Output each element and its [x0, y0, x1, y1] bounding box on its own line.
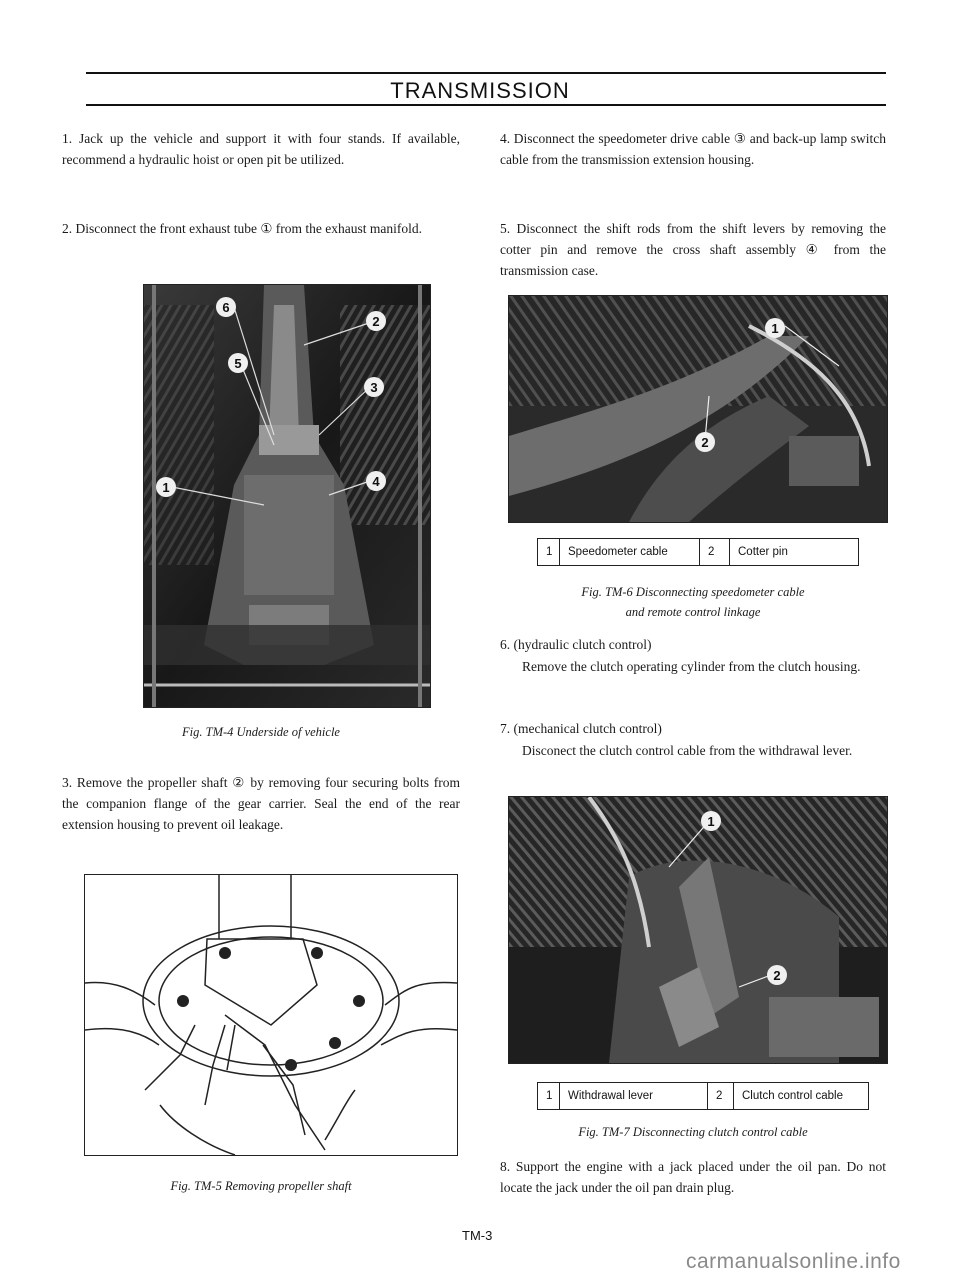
callout-2: 2 [773, 968, 781, 983]
legend-label: Cotter pin [738, 546, 788, 558]
figure-tm6-caption-line1: Fig. TM-6 Disconnecting speedometer cable [581, 585, 805, 599]
callout-1: 1 [162, 480, 170, 495]
callout-3: 3 [370, 380, 378, 395]
watermark: carmanualsonline.info [686, 1250, 901, 1273]
step-4-text: 4. Disconnect the speedometer drive cable ③ and back-up lamp switch cable from the transmission extension housing. [500, 131, 886, 167]
figure-tm7-caption: Fig. TM-7 Disconnecting clutch control cable [578, 1125, 808, 1139]
legend-num: 1 [538, 539, 560, 565]
callout-1: 1 [771, 321, 779, 336]
callout-5: 5 [234, 356, 242, 371]
figure-tm7-photo [508, 796, 888, 1064]
callout-4: 4 [372, 474, 380, 489]
figure-tm4-caption: Fig. TM-4 Underside of vehicle [182, 725, 340, 739]
callout-2: 2 [701, 435, 709, 450]
step-3-text: 3. Remove the propeller shaft ② by removing four securing bolts from the companion flange of the gear carrier. Seal the end of the rear extension housing to prevent oil leakage. [62, 775, 460, 832]
callout-6: 6 [222, 300, 230, 315]
legend-label: Speedometer cable [560, 539, 700, 565]
clutch-cable-illustration [509, 797, 887, 1063]
propeller-shaft-drawing [85, 875, 457, 1155]
step-2-text: 2. Disconnect the front exhaust tube ① from the exhaust manifold. [62, 221, 423, 236]
step-1-text: 1. Jack up the vehicle and support it with four stands. If available, recommend a hydraulic hoist or open pit be utilized. [62, 131, 460, 167]
figure-tm6-photo [508, 295, 888, 523]
step-7-title: 7. (mechanical clutch control) [500, 721, 662, 736]
page-number: TM-3 [462, 1228, 493, 1243]
step-6-title: 6. (hydraulic clutch control) [500, 637, 652, 652]
figure-tm4-photo [143, 284, 431, 708]
underside-vehicle-illustration [144, 285, 430, 707]
figure-tm5-drawing [84, 874, 458, 1156]
header-rule-bottom [86, 104, 886, 106]
figure-tm7-legend [537, 1082, 869, 1110]
legend-num: 1 [538, 1083, 560, 1109]
callout-1: 1 [707, 814, 715, 829]
step-6-body: Remove the clutch operating cylinder from the clutch housing. [522, 659, 861, 674]
speedometer-cable-illustration [509, 296, 887, 522]
step-8-text: 8. Support the engine with a jack placed under the oil pan. Do not locate the jack under the oil pan drain plug. [500, 1159, 886, 1195]
step-5-text: 5. Disconnect the shift rods from the shift levers by removing the cotter pin and remove the cross shaft assembly ④ from the transmission case. [500, 221, 886, 278]
figure-tm6-legend [537, 538, 859, 566]
legend-label: Clutch control cable [742, 1090, 843, 1102]
legend-num: 2 [708, 1083, 734, 1109]
page-title: TRANSMISSION [390, 78, 570, 103]
callout-2: 2 [372, 314, 380, 329]
legend-num: 2 [700, 539, 730, 565]
figure-tm6-caption-line2: and remote control linkage [625, 605, 761, 619]
figure-tm5-caption: Fig. TM-5 Removing propeller shaft [170, 1179, 352, 1193]
header-rule-top [86, 72, 886, 74]
step-7-body: Disconect the clutch control cable from the withdrawal lever. [522, 743, 853, 758]
legend-label: Withdrawal lever [560, 1083, 708, 1109]
